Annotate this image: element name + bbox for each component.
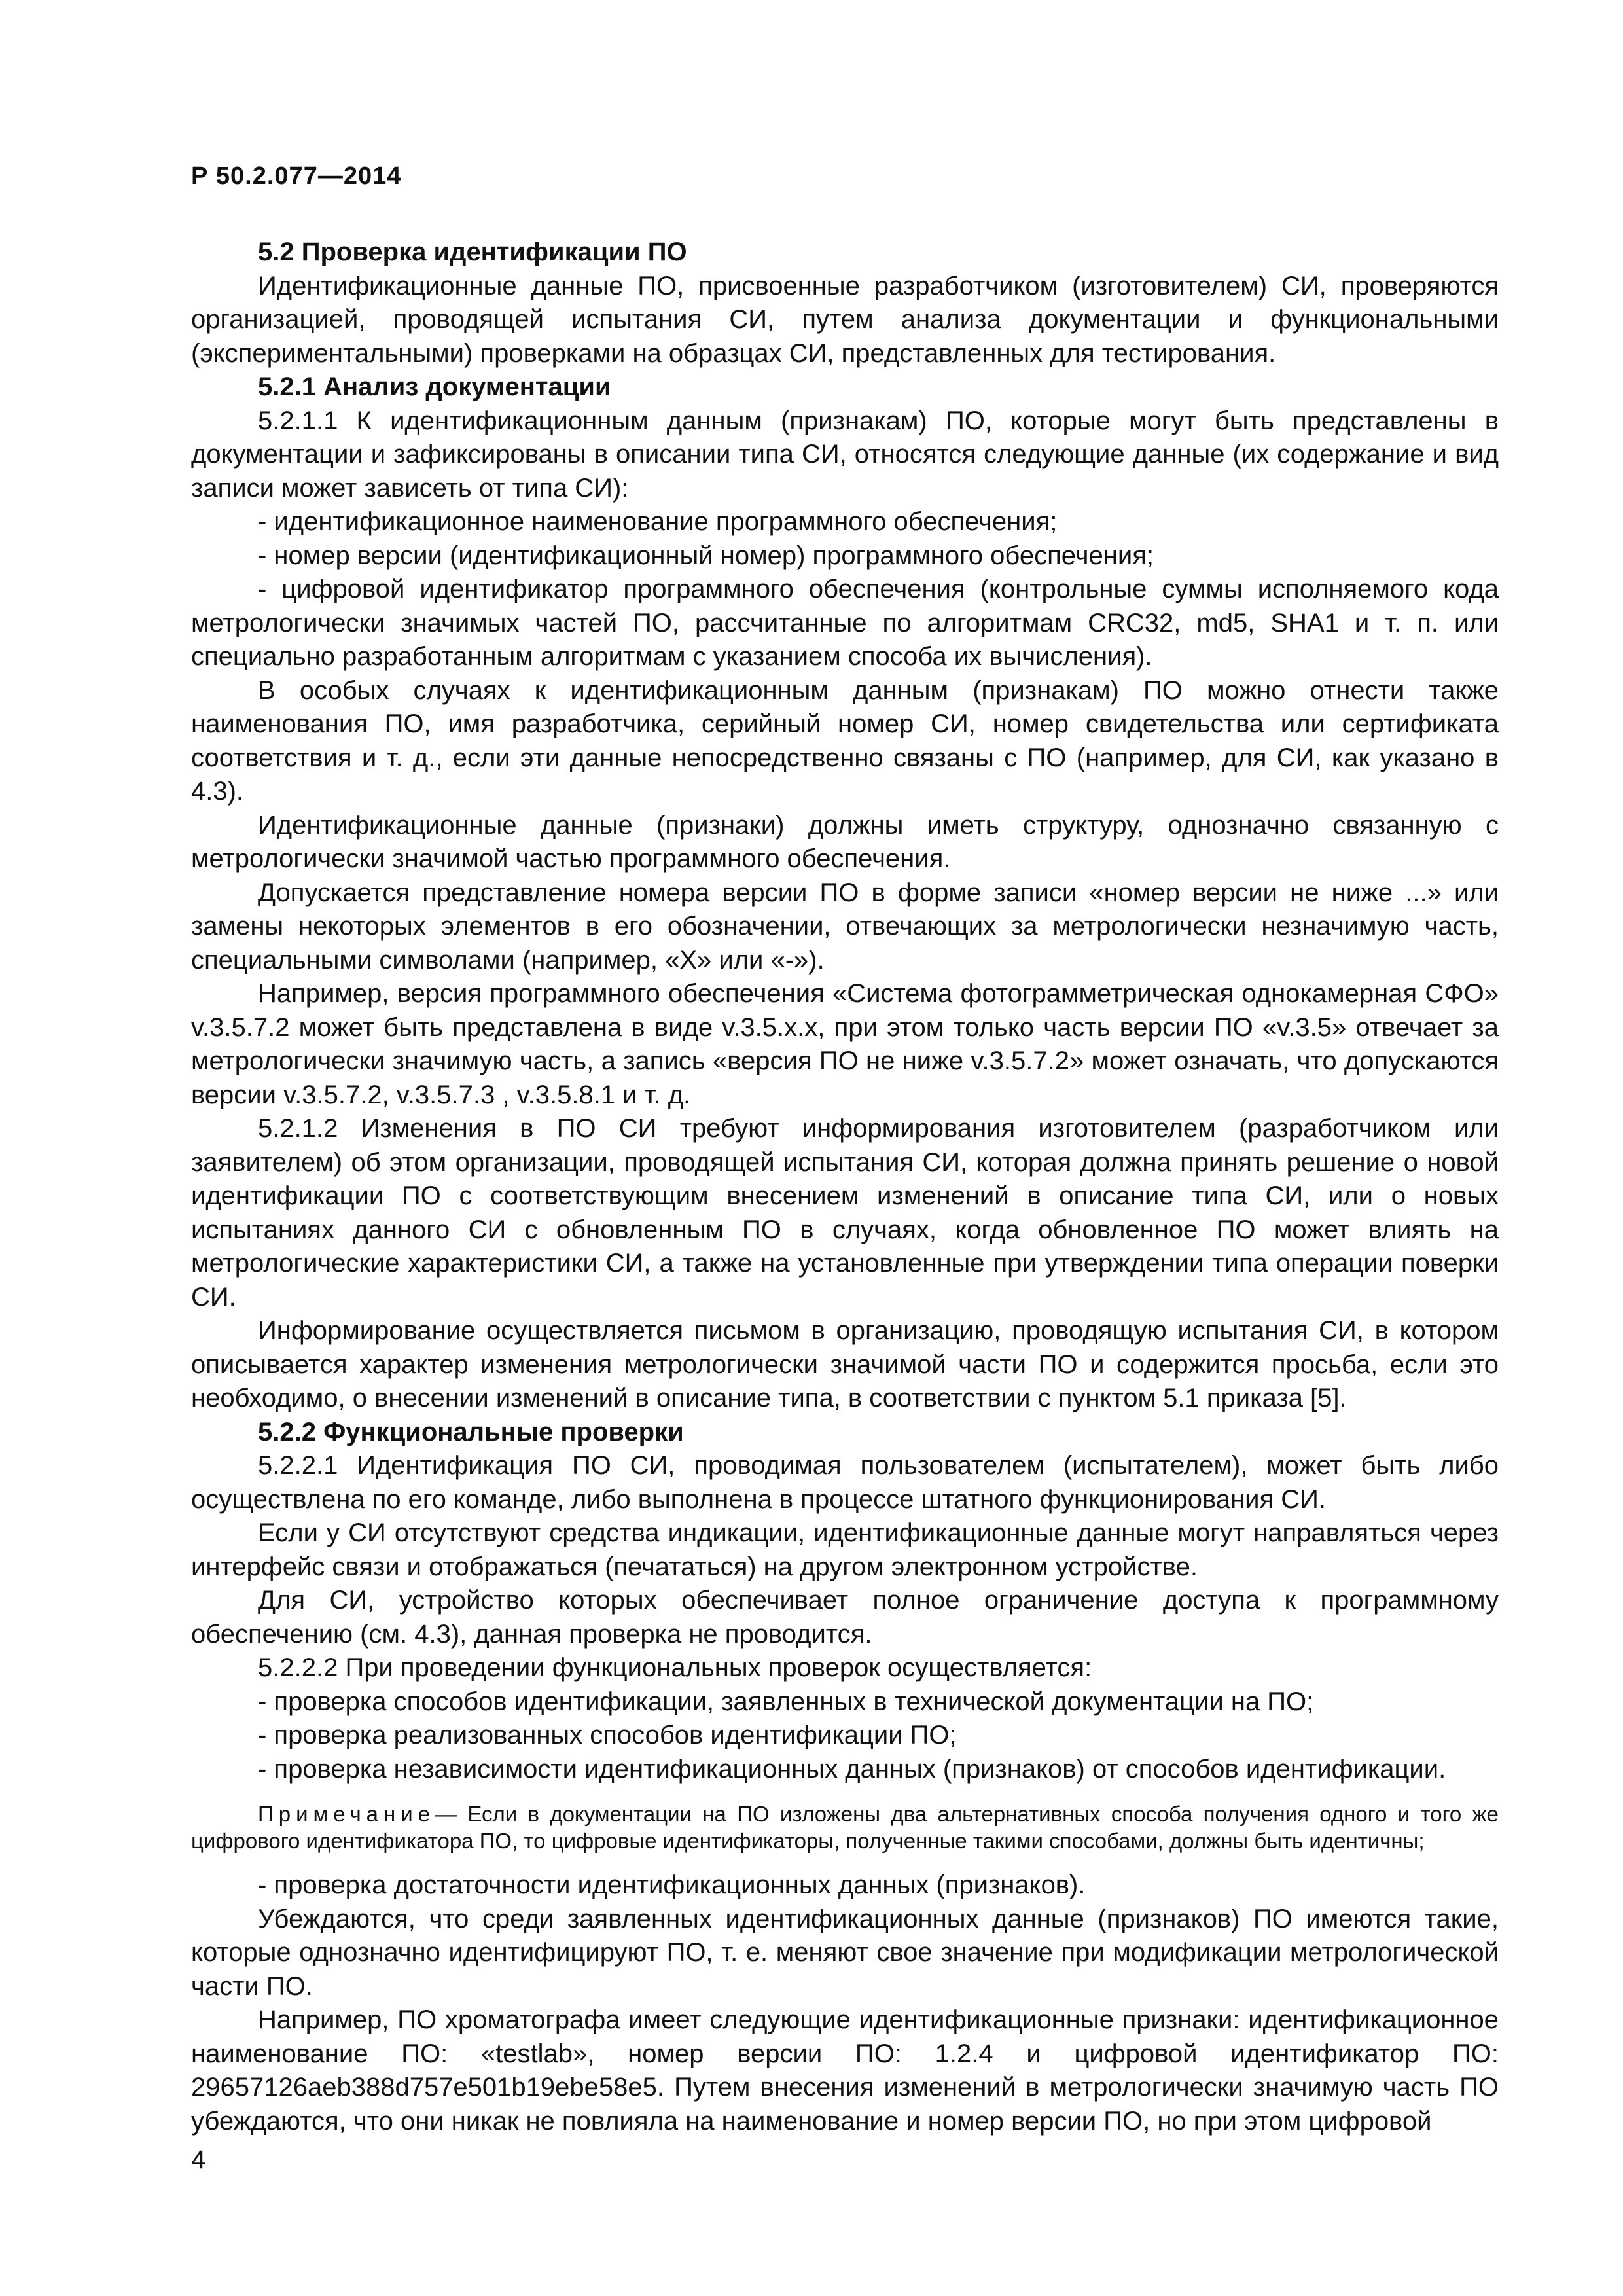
paragraph: В особых случаях к идентификационным данным (признакам) ПО можно отнести также наименования ПО, имя разработчика, серийный номер СИ, номер свидетельства или сертификата соответствия и т. д., если эти данные непосредственно связаны с ПО (например, для СИ, как указано в 4.3). xyxy=(191,675,1499,806)
note-label: Примечание xyxy=(258,1802,436,1826)
paragraph: Информирование осуществляется письмом в организацию, проводящую испытания СИ, в котором описывается характер изменения метрологически значимой части ПО и содержится просьба, если это необходимо, о внесении изменений в описание типа, в соответствии с пунктом 5.1 приказа [5]. xyxy=(191,1316,1499,1412)
section-heading: 5.2.2 Функциональные проверки xyxy=(258,1417,684,1446)
paragraph: Идентификационные данные ПО, присвоенные разработчиком (изготовителем) СИ, проверяются организацией, проводящей испытания СИ, путем анализа документации и функциональными (экспериментальными) проверками на образцах СИ, представленных для тестирования. xyxy=(191,271,1499,368)
paragraph: - цифровой идентификатор программного обеспечения (контрольные суммы исполняемого кода метрологически значимых частей ПО, рассчитанные по алгоритмам CRC32, md5, SHA1 и т. п. или специально разработанным алгоритмам с указанием способа их вычисления). xyxy=(191,575,1499,671)
paragraph: Если у СИ отсутствуют средства индикации, идентификационные данные могут направляться через интерфейс связи и отображаться (печататься) на другом электронном устройстве. xyxy=(191,1518,1499,1581)
page-number: 4 xyxy=(191,2145,206,2174)
paragraph: Допускается представление номера версии ПО в форме записи «номер версии не ниже ...» или замены некоторых элементов в его обозначении, отвечающих за метрологически незначимую часть, специальными символами (например, «Х» или «-»). xyxy=(191,878,1499,975)
note-text: — Если в документации на ПО изложены два альтернативных способа получения одного и того же цифрового идентификатора ПО, то цифровые идентификаторы, полученные такими способами, должны быть идентичны; xyxy=(191,1802,1499,1853)
paragraph: - проверка достаточности идентификационных данных (признаков). xyxy=(258,1871,1086,1899)
note xyxy=(191,1801,1499,1854)
paragraph: Например, ПО хроматографа имеет следующие идентификационные признаки: идентификационное наименование ПО: «testlab», номер версии ПО: 1.2.4 и цифровой идентификатор ПО: 29657126aeb388d757e501b19ebe58e5. Путем внесения изменений в метрологически значимую часть ПО убеждаются, что они никак не повлияла на наименование и номер версии ПО, но при этом цифровой xyxy=(191,2005,1499,2136)
paragraph: - проверка способов идентификации, заявленных в технической документации на ПО; xyxy=(258,1687,1314,1716)
document-body xyxy=(191,236,1499,2138)
section-heading: 5.2 Проверка идентификации ПО xyxy=(258,238,687,266)
paragraph: - номер версии (идентификационный номер) программного обеспечения; xyxy=(258,541,1154,570)
paragraph: Например, версия программного обеспечения «Система фотограмметрическая однокамерная СФО» v.3.5.7.2 может быть представлена в виде v.3.5.x.x, при этом только часть версии ПО «v.3.5» отвечает за метрологически значимую часть, а запись «версия ПО не ниже v.3.5.7.2» может означать, что допускаются версии v.3.5.7.2, v.3.5.7.3 , v.3.5.8.1 и т. д. xyxy=(191,979,1499,1109)
paragraph: 5.2.1.2 Изменения в ПО СИ требуют информирования изготовителем (разработчиком или заявителем) об этом организации, проводящей испытания СИ, которая должна принять решение о новой идентификации ПО с соответствующим внесением изменений в описание типа СИ, или о новых испытаниях данного СИ с обновленным ПО в случаях, когда обновленное ПО может влиять на метрологические характеристики СИ, а также на установленные при утверждении типа операции поверки СИ. xyxy=(191,1114,1499,1312)
document-number: Р 50.2.077—2014 xyxy=(191,162,402,190)
paragraph: Для СИ, устройство которых обеспечивает полное ограничение доступа к программному обеспечению (см. 4.3), данная проверка не проводится. xyxy=(191,1586,1499,1649)
paragraph: 5.2.2.1 Идентификация ПО СИ, проводимая пользователем (испытателем), может быть либо осуществлена по его команде, либо выполнена в процессе штатного функционирования СИ. xyxy=(191,1451,1499,1514)
paragraph: 5.2.1.1 К идентификационным данным (признакам) ПО, которые могут быть представлены в документации и зафиксированы в описании типа СИ, относятся следующие данные (их содержание и вид записи может зависеть от типа СИ): xyxy=(191,406,1499,503)
paragraph: Идентификационные данные (признаки) должны иметь структуру, однозначно связанную с метрологически значимой частью программного обеспечения. xyxy=(191,810,1499,873)
paragraph: - проверка независимости идентификационных данных (признаков) от способов идентификации. xyxy=(258,1754,1446,1784)
paragraph: - проверка реализованных способов идентификации ПО; xyxy=(258,1721,957,1749)
paragraph: - идентификационное наименование программного обеспечения; xyxy=(258,507,1058,536)
section-heading: 5.2.1 Анализ документации xyxy=(258,372,611,401)
paragraph: Убеждаются, что среди заявленных идентификационных данные (признаков) ПО имеются такие, которые однозначно идентифицируют ПО, т. е. меняют свое значение при модификации метрологической части ПО. xyxy=(191,1904,1499,2001)
paragraph: 5.2.2.2 При проведении функциональных проверок осуществляется: xyxy=(258,1653,1092,1682)
